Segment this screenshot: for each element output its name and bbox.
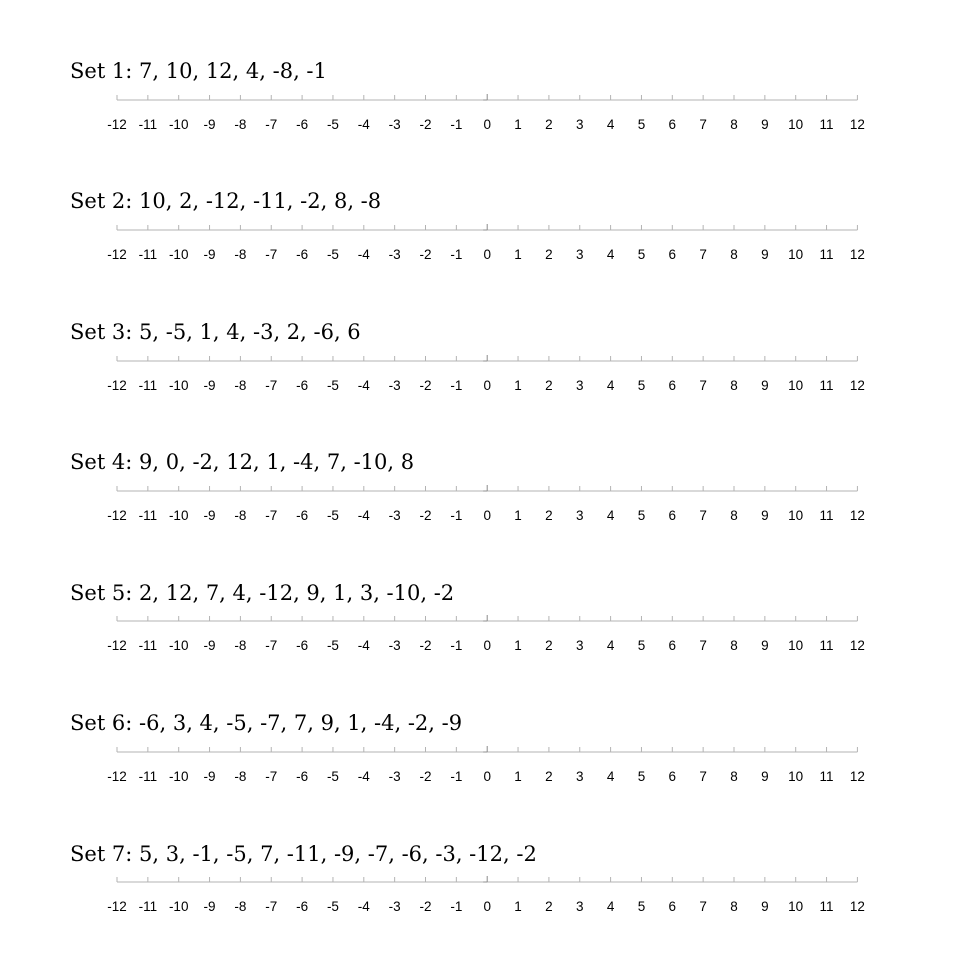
set-3-tick-label: -5 (326, 378, 339, 393)
set-3-tick-label: -4 (357, 378, 370, 393)
set-4-tick-label: -11 (138, 508, 158, 523)
set-5-tick-label: -10 (168, 638, 189, 653)
set-2-tick-label: -3 (388, 247, 401, 262)
set-4-tick-label: 2 (545, 508, 553, 523)
set-3-tick-label: -6 (296, 378, 309, 393)
set-6-tick-label: 4 (606, 769, 615, 784)
set-1-tick-label: -4 (357, 117, 370, 132)
set-7-tick-label: 0 (483, 899, 491, 914)
set-4-tick-label: -5 (326, 508, 339, 523)
set-2-tick-label: 8 (730, 247, 738, 262)
set-6-tick-label: -4 (357, 769, 370, 784)
set-2-tick-label: -6 (296, 247, 309, 262)
set-5-tick-label: 3 (575, 638, 584, 653)
set-1-tick-label: -8 (234, 117, 247, 132)
set-7-tick-label: -3 (388, 899, 401, 914)
set-2-tick-label: 9 (761, 247, 769, 262)
set-7-tick-label: -9 (203, 899, 216, 914)
set-1-tick-label: 4 (606, 117, 615, 132)
set-1-tick-label: 0 (483, 117, 491, 132)
set-3-tick-label: -12 (107, 378, 127, 393)
set-4-tick-label: 3 (575, 508, 584, 523)
set-6-tick-label: -10 (168, 769, 189, 784)
set-7-tick-label: -12 (107, 899, 127, 914)
set-5-title: Set 5: 2, 12, 7, 4, -12, 9, 1, 3, -10, -2 (70, 581, 455, 605)
set-4-tick-label: 10 (788, 508, 804, 523)
set-7-tick-label: 8 (730, 899, 738, 914)
set-5-tick-label: 7 (699, 638, 707, 653)
set-1-tick-label: 5 (637, 117, 646, 132)
set-4-tick-label: 8 (730, 508, 738, 523)
set-6-tick-label: -3 (388, 769, 401, 784)
set-6-tick-label: 5 (637, 769, 646, 784)
set-7-tick-label: 12 (849, 899, 865, 914)
set-1-tick-label: 2 (545, 117, 553, 132)
set-7-tick-label: -4 (357, 899, 370, 914)
set-6-tick-label: 3 (575, 769, 584, 784)
set-3-tick-label: 7 (699, 378, 707, 393)
set-3-tick-label: -3 (388, 378, 401, 393)
set-1-tick-label: -10 (168, 117, 189, 132)
set-4-tick-label: -8 (234, 508, 247, 523)
set-4-tick-label: 6 (668, 508, 677, 523)
set-3-tick-label: -7 (265, 378, 278, 393)
set-5-tick-label: -1 (450, 638, 463, 653)
set-4-tick-label: -3 (388, 508, 401, 523)
set-1-tick-label: 3 (575, 117, 584, 132)
set-6-tick-label: 6 (668, 769, 677, 784)
set-5-number-line (100, 613, 880, 663)
set-6-tick-label: 9 (761, 769, 769, 784)
set-1-tick-label: -7 (265, 117, 278, 132)
set-6-tick-label: -8 (234, 769, 247, 784)
set-2-number-line (100, 222, 880, 272)
set-4-tick-label: 0 (483, 508, 491, 523)
set-4-tick-label: -12 (107, 508, 127, 523)
set-2-tick-label: 5 (637, 247, 646, 262)
set-1-tick-label: 7 (699, 117, 707, 132)
set-2-tick-label: -9 (203, 247, 216, 262)
set-7-title: Set 7: 5, 3, -1, -5, 7, -11, -9, -7, -6, -3, -12, -2 (70, 842, 537, 866)
set-4-tick-label: -1 (450, 508, 463, 523)
set-4-tick-label: -2 (419, 508, 432, 523)
set-4-tick-label: 4 (606, 508, 615, 523)
set-4-tick-label: 1 (514, 508, 522, 523)
set-5-tick-label: -5 (326, 638, 339, 653)
set-3-tick-label: -10 (168, 378, 189, 393)
set-4-tick-label: -4 (357, 508, 370, 523)
set-7-tick-label: -5 (326, 899, 339, 914)
set-3-tick-label: 11 (819, 378, 834, 393)
set-5-tick-label: 10 (788, 638, 804, 653)
set-4-tick-label: 5 (637, 508, 646, 523)
set-3-tick-label: 9 (761, 378, 769, 393)
set-6-tick-label: -11 (138, 769, 158, 784)
set-5-tick-label: -11 (138, 638, 158, 653)
set-1-tick-label: 9 (761, 117, 769, 132)
set-5-tick-label: 8 (730, 638, 738, 653)
set-4-tick-label: 12 (849, 508, 865, 523)
set-5-tick-label: -3 (388, 638, 401, 653)
set-6-tick-label: 2 (545, 769, 553, 784)
set-6-tick-label: 8 (730, 769, 738, 784)
set-2-tick-label: 11 (819, 247, 834, 262)
set-7-tick-label: 5 (637, 899, 646, 914)
set-3-tick-label: 8 (730, 378, 738, 393)
set-3-number-line (100, 353, 880, 403)
set-3-tick-label: -2 (419, 378, 432, 393)
set-7-tick-label: -2 (419, 899, 432, 914)
set-5-tick-label: 2 (545, 638, 553, 653)
set-5-tick-label: 12 (849, 638, 865, 653)
set-1-tick-label: -2 (419, 117, 432, 132)
set-5-tick-label: 0 (483, 638, 491, 653)
set-6-tick-label: 10 (788, 769, 804, 784)
set-3-tick-label: 4 (606, 378, 615, 393)
set-1-number-line (100, 92, 880, 142)
set-7-tick-label: 1 (514, 899, 522, 914)
set-4-tick-label: 11 (819, 508, 834, 523)
set-2-tick-label: 2 (545, 247, 553, 262)
set-6-tick-label: -6 (296, 769, 309, 784)
set-5-tick-label: 1 (514, 638, 522, 653)
set-6-tick-label: 1 (514, 769, 522, 784)
set-7-number-line (100, 874, 880, 924)
set-7-tick-label: 4 (606, 899, 615, 914)
set-2-tick-label: 6 (668, 247, 677, 262)
set-1-tick-label: 6 (668, 117, 677, 132)
set-3-tick-label: -11 (138, 378, 158, 393)
set-1-tick-label: -1 (450, 117, 463, 132)
set-4-tick-label: -9 (203, 508, 216, 523)
set-3-tick-label: -8 (234, 378, 247, 393)
set-2-tick-label: -8 (234, 247, 247, 262)
set-1-tick-label: 11 (819, 117, 834, 132)
set-5-tick-label: -2 (419, 638, 432, 653)
set-1-tick-label: 1 (514, 117, 522, 132)
set-1-tick-label: 12 (849, 117, 865, 132)
set-7-tick-label: -7 (265, 899, 278, 914)
set-5-tick-label: 5 (637, 638, 646, 653)
set-4-tick-label: -10 (168, 508, 189, 523)
set-3-tick-label: 12 (849, 378, 865, 393)
set-7-tick-label: -8 (234, 899, 247, 914)
set-7-tick-label: 3 (575, 899, 584, 914)
set-6-tick-label: -2 (419, 769, 432, 784)
set-6-tick-label: 11 (819, 769, 834, 784)
set-1-tick-label: -12 (107, 117, 127, 132)
set-5-tick-label: -9 (203, 638, 216, 653)
set-2-tick-label: 0 (483, 247, 491, 262)
set-5-tick-label: -8 (234, 638, 247, 653)
set-3-tick-label: 5 (637, 378, 646, 393)
set-1-tick-label: 8 (730, 117, 738, 132)
set-2-tick-label: 3 (575, 247, 584, 262)
set-6-tick-label: 7 (699, 769, 707, 784)
set-4-tick-label: -6 (296, 508, 309, 523)
set-3-tick-label: -9 (203, 378, 216, 393)
set-3-tick-label: 3 (575, 378, 584, 393)
set-1-title: Set 1: 7, 10, 12, 4, -8, -1 (70, 59, 327, 83)
set-7-tick-label: 6 (668, 899, 677, 914)
set-7-tick-label: -10 (168, 899, 189, 914)
set-6-tick-label: -7 (265, 769, 278, 784)
set-7-tick-label: 7 (699, 899, 707, 914)
set-6-tick-label: -9 (203, 769, 216, 784)
set-2-tick-label: -7 (265, 247, 278, 262)
set-3-tick-label: 2 (545, 378, 553, 393)
set-4-tick-label: 9 (761, 508, 769, 523)
set-6-tick-label: 12 (849, 769, 865, 784)
set-3-tick-label: 10 (788, 378, 804, 393)
set-5-tick-label: -12 (107, 638, 127, 653)
set-7-tick-label: -11 (138, 899, 158, 914)
set-1-tick-label: -3 (388, 117, 401, 132)
set-5-tick-label: 11 (819, 638, 834, 653)
set-2-tick-label: -4 (357, 247, 370, 262)
set-3-tick-label: 0 (483, 378, 491, 393)
set-6-tick-label: -12 (107, 769, 127, 784)
set-2-tick-label: -10 (168, 247, 189, 262)
set-3-tick-label: 6 (668, 378, 677, 393)
set-4-tick-label: 7 (699, 508, 707, 523)
set-4-title: Set 4: 9, 0, -2, 12, 1, -4, 7, -10, 8 (70, 450, 415, 474)
set-2-tick-label: -11 (138, 247, 158, 262)
set-1-tick-label: -9 (203, 117, 216, 132)
set-6-number-line (100, 744, 880, 794)
set-5-tick-label: -6 (296, 638, 309, 653)
set-7-tick-label: -1 (450, 899, 463, 914)
set-5-tick-label: 9 (761, 638, 769, 653)
set-1-tick-label: -11 (138, 117, 158, 132)
set-5-tick-label: -4 (357, 638, 370, 653)
set-4-number-line (100, 483, 880, 533)
set-3-tick-label: 1 (514, 378, 522, 393)
set-1-tick-label: -6 (296, 117, 309, 132)
set-7-tick-label: -6 (296, 899, 309, 914)
set-7-tick-label: 11 (819, 899, 834, 914)
set-2-tick-label: -12 (107, 247, 127, 262)
set-5-tick-label: 4 (606, 638, 615, 653)
set-3-tick-label: -1 (450, 378, 463, 393)
set-2-tick-label: 1 (514, 247, 522, 262)
set-2-tick-label: 12 (849, 247, 865, 262)
set-5-tick-label: -7 (265, 638, 278, 653)
set-7-tick-label: 9 (761, 899, 769, 914)
set-3-title: Set 3: 5, -5, 1, 4, -3, 2, -6, 6 (70, 320, 361, 344)
set-6-title: Set 6: -6, 3, 4, -5, -7, 7, 9, 1, -4, -2, -9 (70, 711, 463, 735)
set-2-tick-label: 10 (788, 247, 804, 262)
set-7-tick-label: 2 (545, 899, 553, 914)
set-2-title: Set 2: 10, 2, -12, -11, -2, 8, -8 (70, 189, 382, 213)
set-1-tick-label: 10 (788, 117, 804, 132)
set-2-tick-label: 7 (699, 247, 707, 262)
set-6-tick-label: 0 (483, 769, 491, 784)
set-2-tick-label: -1 (450, 247, 463, 262)
set-6-tick-label: -5 (326, 769, 339, 784)
set-4-tick-label: -7 (265, 508, 278, 523)
set-6-tick-label: -1 (450, 769, 463, 784)
set-2-tick-label: -2 (419, 247, 432, 262)
set-2-tick-label: -5 (326, 247, 339, 262)
set-7-tick-label: 10 (788, 899, 804, 914)
set-2-tick-label: 4 (606, 247, 615, 262)
set-1-tick-label: -5 (326, 117, 339, 132)
set-5-tick-label: 6 (668, 638, 677, 653)
